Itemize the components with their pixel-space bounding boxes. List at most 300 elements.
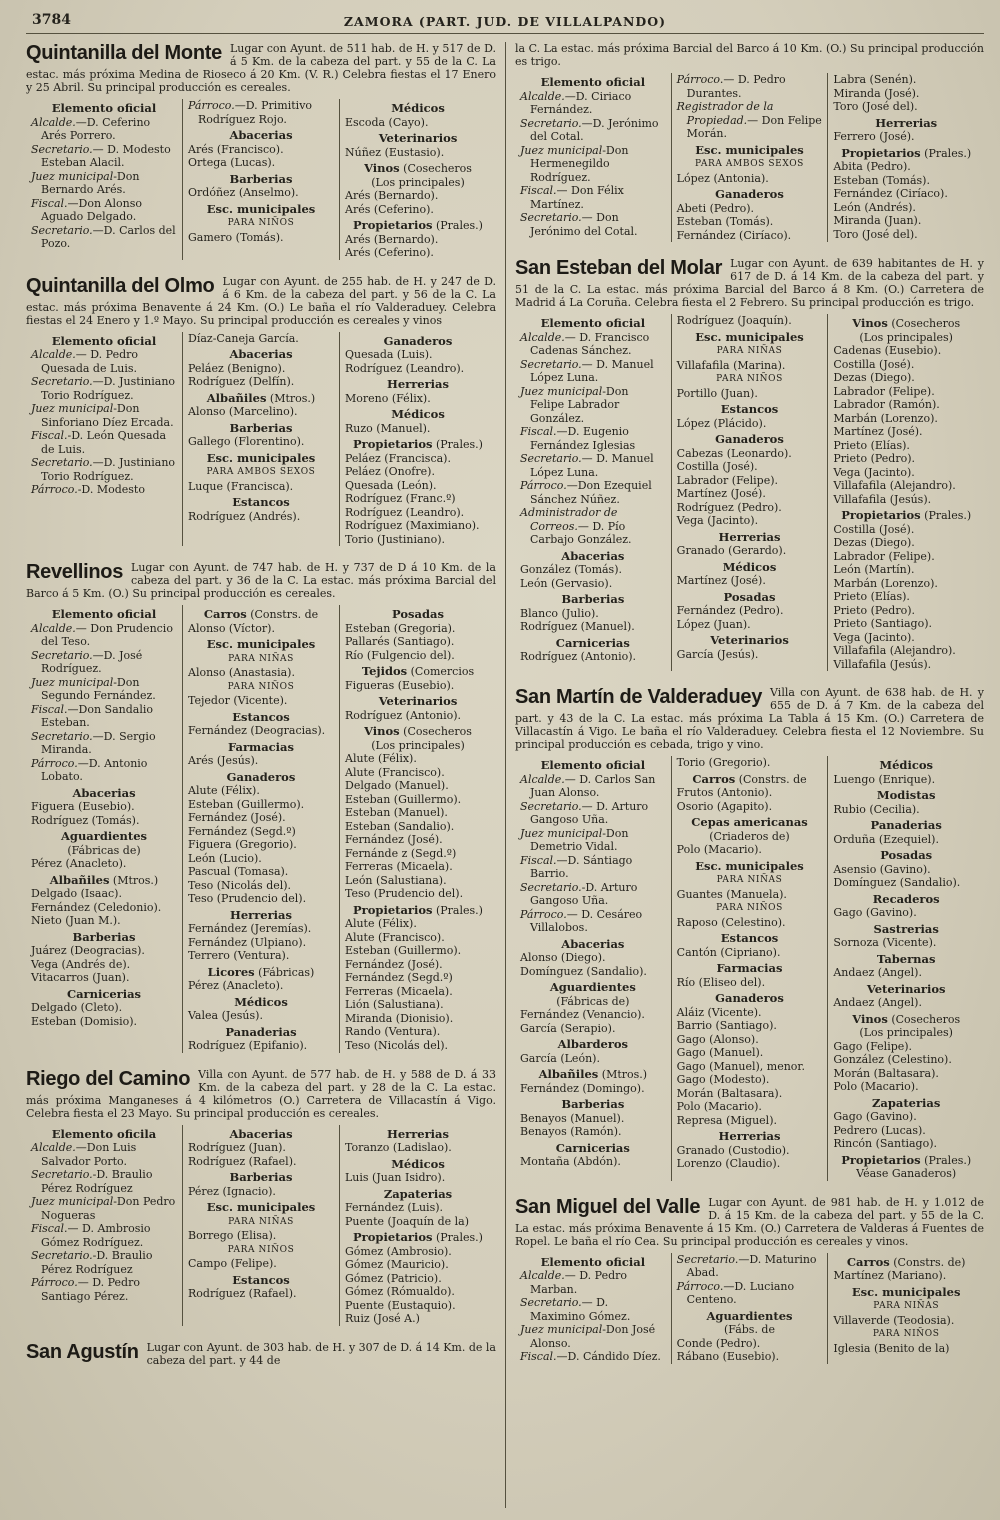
official-line: Secretario.— D. Maximino Gómez. bbox=[520, 1296, 631, 1323]
town-entry-head bbox=[26, 561, 496, 600]
subcategory-header: PARA NIÑOS bbox=[716, 903, 783, 913]
category-header: Barberias bbox=[561, 1097, 625, 1111]
name-line: Prieto (Elías). bbox=[833, 438, 910, 452]
name-line: Alute (Félix). bbox=[345, 752, 417, 765]
name-line: Fernández (José). bbox=[345, 833, 443, 846]
name-line: Ruzo (Manuel). bbox=[345, 421, 431, 435]
name-line: Esteban (Domisio). bbox=[31, 1014, 138, 1028]
name-line: Andaez (Angel). bbox=[833, 966, 922, 979]
category-header: Barberias bbox=[229, 171, 293, 186]
page-number: 3784 bbox=[32, 12, 71, 28]
category-header: Médicos bbox=[879, 758, 933, 772]
category-header: Herrerias bbox=[718, 529, 781, 544]
directory-column bbox=[827, 1253, 984, 1364]
name-line: Fernández (José). bbox=[345, 957, 443, 971]
name-line: Villafafila (Alejandro). bbox=[833, 479, 956, 492]
category-header: Carros (Constrs. de bbox=[203, 607, 319, 621]
name-line: Toro (José del). bbox=[833, 100, 918, 113]
category-header: Elemento oficial bbox=[51, 101, 157, 115]
town-entry bbox=[515, 257, 984, 671]
name-line: Pallarés (Santiago). bbox=[345, 635, 455, 648]
name-line: Delgado (Isaac). bbox=[31, 887, 122, 900]
category-header: Médicos bbox=[234, 994, 288, 1009]
name-line: Fernández (José). bbox=[188, 811, 286, 824]
name-line: Villafafila (Alejandro). bbox=[833, 644, 956, 657]
town-entry bbox=[26, 1068, 496, 1326]
name-line: Figuera (Gregorio). bbox=[188, 838, 297, 851]
subcategory-header: PARA NIÑOS bbox=[227, 218, 295, 228]
name-line: Rábano (Eusebio). bbox=[676, 1350, 780, 1363]
name-line: Gago (Gavino). bbox=[833, 1110, 917, 1123]
category-header: Cepas americanas bbox=[691, 815, 808, 829]
name-line: Esteban (Guillermo). bbox=[345, 944, 462, 957]
category-header: Abacerias bbox=[229, 1126, 293, 1141]
name-line: Raposo (Celestino). bbox=[676, 915, 786, 929]
category-header: Abacerias bbox=[229, 347, 293, 361]
town-entry-head bbox=[515, 1196, 984, 1248]
name-line: Pérez (Anacleto). bbox=[31, 857, 127, 870]
name-line: Morán (Baltasara). bbox=[833, 1066, 939, 1080]
subcategory-header: PARA NIÑOS bbox=[227, 1244, 295, 1255]
name-line: Granado (Custodio). bbox=[676, 1143, 790, 1157]
name-line: Rodríguez (Delfín). bbox=[188, 375, 295, 388]
category-header: Ganaderos bbox=[383, 333, 453, 348]
category-header: Veterinarios bbox=[710, 633, 789, 647]
name-line: Rodríguez (Antonio). bbox=[345, 708, 462, 722]
name-line: Ferreras (Micaela). bbox=[345, 860, 453, 873]
official-line: Alcalde.— D. Francisco Cadenas Sánchez. bbox=[520, 330, 650, 357]
name-line: Domínguez (Sandalio). bbox=[520, 964, 647, 978]
name-line: Peláez (Francisca). bbox=[345, 451, 451, 465]
official-line: Juez municipal-Don Segundo Fernández. bbox=[31, 675, 156, 702]
official-line: Secretario.—D. Sergio Miranda. bbox=[31, 729, 156, 756]
category-header: Vinos (Cosecheros bbox=[852, 1011, 961, 1026]
name-line: Rincón (Santiago). bbox=[833, 1137, 938, 1150]
category-header: Estancos bbox=[232, 1272, 290, 1287]
name-line: Costilla (José). bbox=[676, 460, 758, 473]
category-header: Licores (Fábricas) bbox=[207, 964, 315, 979]
official-line: Párroco.—D. Primitivo Rodríguez Rojo. bbox=[188, 99, 313, 126]
name-line: Delgado (Cleto). bbox=[31, 1001, 123, 1014]
category-header: Ganaderos bbox=[226, 769, 296, 784]
category-header: Aguardientes bbox=[549, 980, 636, 994]
directory-column bbox=[182, 332, 339, 547]
name-line: Martínez (Mariano). bbox=[833, 1269, 947, 1282]
directory-column bbox=[827, 73, 984, 242]
town-entry bbox=[26, 275, 496, 547]
category-header: Herrerias bbox=[875, 115, 938, 130]
category-header: Médicos bbox=[391, 1156, 445, 1171]
name-line: Alute (Francisco). bbox=[345, 765, 445, 779]
directory-column bbox=[671, 73, 828, 242]
name-line: Labrador (Ramón). bbox=[833, 398, 940, 411]
official-line: Secretario.— D. Manuel López Luna. bbox=[520, 357, 654, 384]
name-line: Rodríguez (Leandro). bbox=[345, 505, 465, 519]
name-line: Rodríguez (Franc.º) bbox=[345, 492, 456, 505]
name-line: Vitacarros (Juan). bbox=[31, 971, 130, 984]
category-header: Médicos bbox=[722, 559, 777, 574]
name-line: Miranda (Juan). bbox=[833, 214, 922, 227]
name-line: Cadenas (Eusebio). bbox=[833, 344, 942, 357]
category-header: Estancos bbox=[720, 402, 779, 416]
name-line: Toranzo (Ladislao). bbox=[345, 1141, 452, 1154]
name-line: Alonso (Marcelino). bbox=[188, 405, 298, 418]
official-line: Secretario.— D. Manuel López Luna. bbox=[520, 452, 654, 479]
official-line: Juez municipal-Don Felipe Labrador González. bbox=[520, 384, 629, 425]
name-line: Gómez (Rómualdo). bbox=[345, 1285, 455, 1298]
name-line: Gallego (Florentino). bbox=[188, 435, 305, 448]
name-line: Quesada (Luis). bbox=[345, 348, 433, 361]
category-header: Carros (Constrs. de) bbox=[846, 1254, 966, 1269]
category-header: Propietarios (Prales.) bbox=[353, 902, 483, 917]
subcategory-header: PARA NIÑOS bbox=[872, 1329, 940, 1339]
town-entry-head bbox=[26, 42, 496, 94]
official-line: Registrador de la Propiedad.— Don Felipe Morán. bbox=[676, 100, 822, 140]
category-header: Barberias bbox=[561, 592, 625, 606]
name-line: Esteban (Gregoria). bbox=[345, 621, 456, 635]
running-title: ZAMORA (PART. JUD. DE VILLALPANDO) bbox=[343, 14, 667, 29]
directory-table bbox=[26, 1125, 496, 1326]
town-intro: Villa con Ayunt. de 577 hab. de H. y 588 de D. á 33 Km. de la cabeza del part. y 28 de la C. La estac. más próxima Manganeses á 4 kilómetros (O.) Carretera de Villacastín á Vigo. Celebra fiesta el 23 Mayo. Su principal producción es cereales. bbox=[26, 1067, 496, 1120]
name-line: Arés (Bernardo). bbox=[345, 189, 439, 202]
category-header: Propietarios (Prales.) bbox=[841, 145, 972, 160]
directory-column bbox=[515, 756, 671, 1181]
official-line: Fiscal.-D. León Quesada de Luis. bbox=[31, 429, 167, 456]
name-line: Gómez (Mauricio). bbox=[345, 1258, 449, 1271]
category-header: Esc. municipales bbox=[206, 201, 316, 216]
category-header: Vinos (Cosecheros bbox=[364, 724, 472, 738]
category-header: Herrerias bbox=[387, 1126, 449, 1141]
official-line: Fiscal.—Don Sandalio Esteban. bbox=[31, 702, 153, 729]
name-line: Rodríguez (Joaquín). bbox=[676, 314, 792, 327]
official-line: Juez municipal-Don Sinforiano Díez Ercada. bbox=[31, 402, 174, 429]
category-header: Elemento oficial bbox=[540, 316, 646, 330]
note-line: (Fábricas de) bbox=[556, 994, 630, 1008]
name-line: Alute (Félix). bbox=[345, 917, 417, 930]
town-intro: Lugar con Ayunt. de 639 habitantes de H. y 617 de D. á 14 Km. de la cabeza del part. y 51 de la C. La estac. más próxima Barcial del Barco á 8 Km. (O.) Carretera de Madrid á La Coruña. Celebra fiesta el 2 Febrero. Su principal producción es trigo. bbox=[515, 257, 984, 309]
name-line: Labrador (Felipe). bbox=[676, 473, 779, 487]
name-line: Rodríguez (Manuel). bbox=[520, 620, 635, 633]
subcategory-header: PARA NIÑAS bbox=[228, 653, 294, 664]
name-line: Esteban (Guillermo). bbox=[188, 797, 305, 811]
name-line: Fernández (Segd.º) bbox=[188, 824, 296, 838]
name-line: Martínez (José). bbox=[676, 574, 766, 587]
official-line: Alcalde.—Don Luis Salvador Porto. bbox=[31, 1141, 137, 1168]
name-line: García (León). bbox=[520, 1051, 600, 1065]
note-line: (Los principales) bbox=[859, 330, 953, 344]
name-line: Benayos (Manuel). bbox=[520, 1111, 625, 1125]
category-header: Abacerias bbox=[229, 128, 293, 142]
name-line: Fernández (Venancio). bbox=[520, 1008, 645, 1021]
name-line: Gómez (Ambrosio). bbox=[345, 1244, 452, 1258]
name-line: Alonso (Diego). bbox=[520, 951, 606, 964]
town-intro: Villa con Ayunt. de 638 hab. de H. y 655 de D. á 7 Km. de la cabeza del part. y 43 de la C. La estac. más próxima La Tabla á 15 Km. (O.) Carretera de Villacastín á Vigo. Le baña el río Valderaduey. Celebra fiesta el 12 Noviembre. Su principal producción es cebada, trigo y vino. bbox=[515, 686, 984, 751]
category-header: Aguardientes bbox=[706, 1308, 793, 1323]
name-line: Rodríguez (Epifanio). bbox=[188, 1039, 308, 1052]
name-line: Juárez (Deogracias). bbox=[31, 944, 145, 957]
official-line: Secretario.-D. Arturo Gangoso Uña. bbox=[520, 880, 638, 907]
category-header: Farmacias bbox=[228, 739, 294, 754]
name-line: Gago (Manuel), menor. bbox=[676, 1059, 805, 1073]
directory-table bbox=[515, 73, 984, 242]
category-header: Propietarios (Prales.) bbox=[353, 1230, 483, 1244]
name-line: Iglesia (Benito de la) bbox=[833, 1341, 950, 1355]
name-line: Río (Fulgencio del). bbox=[345, 648, 455, 662]
category-header: Médicos bbox=[391, 407, 445, 421]
directory-column bbox=[182, 605, 339, 1053]
note-line: (Los principales) bbox=[859, 1026, 953, 1039]
official-line: Alcalde.— D. Pedro Marban. bbox=[520, 1269, 628, 1296]
note-line: (Fábs. de bbox=[724, 1323, 775, 1336]
name-line: Dezas (Diego). bbox=[833, 536, 915, 549]
name-line: Esteban (Sandalio). bbox=[345, 819, 455, 833]
note-line: (Fábricas de) bbox=[67, 843, 141, 857]
official-line: Juez municipal-Don Hermenegildo Rodríguez. bbox=[520, 143, 629, 184]
directory-column bbox=[671, 756, 828, 1181]
name-line: Gago (Alonso). bbox=[676, 1032, 759, 1046]
official-line: Juez municipal-Don José Alonso. bbox=[520, 1323, 656, 1350]
name-line: López (Juan). bbox=[676, 617, 751, 631]
name-line: Peláez (Benigno). bbox=[188, 361, 286, 375]
name-line: Luis (Juan Isidro). bbox=[345, 1171, 446, 1184]
category-header: Herrerias bbox=[718, 1129, 781, 1143]
name-line: Montaña (Abdón). bbox=[520, 1155, 621, 1168]
name-line: León (Salustiana). bbox=[345, 873, 447, 887]
name-line: Teso (Prudencio del). bbox=[345, 887, 464, 900]
category-header: Elemento oficial bbox=[540, 75, 646, 89]
category-header: Veterinarios bbox=[866, 981, 946, 996]
name-line: Escoda (Cayo). bbox=[345, 115, 429, 129]
name-line: Martínez (José). bbox=[833, 425, 923, 438]
category-header: Propietarios (Prales.) bbox=[353, 218, 483, 232]
category-header: Esc. municipales bbox=[206, 450, 316, 465]
name-line: Campo (Felipe). bbox=[188, 1257, 277, 1270]
name-line: Andaez (Angel). bbox=[833, 996, 922, 1009]
name-line: Polo (Macario). bbox=[676, 1100, 762, 1113]
official-line: Fiscal.—Don Alonso Aguado Delgado. bbox=[31, 196, 142, 223]
name-line: Fernández (Pedro). bbox=[676, 604, 784, 617]
subcategory-header: PARA NIÑAS bbox=[228, 1216, 294, 1227]
name-line: García (Jesús). bbox=[676, 647, 759, 661]
town-intro: la C. La estac. más próxima Barcial del Barco á 10 Km. (O.) Su principal producción es trigo. bbox=[515, 42, 984, 68]
town-intro: Lugar con Ayunt. de 255 hab. de H. y 247 de D. á 6 Km. de la cabeza del part. y 56 de la C. La estac. más próxima Benavente á 24 Km. (O.) Le baña el río Valderaduey. Celebra fiestas el 24 Enero y 1.º Mayo. Su principal producción es cereales y vinos bbox=[26, 274, 496, 327]
name-line: Peláez (Onofre). bbox=[345, 465, 435, 478]
name-line: Rodríguez (Pedro). bbox=[676, 500, 782, 514]
category-header: Zapaterias bbox=[383, 1186, 453, 1201]
name-line: Guantes (Manuela). bbox=[676, 887, 787, 901]
town-intro: Lugar con Ayunt. de 747 hab. de H. y 737 de D á 10 Km. de la cabeza del part. y 36 de la C. La estac. más próxima Barcial del Barco á 5 Km. (O.) Su principal producción es cereales. bbox=[26, 561, 496, 600]
name-line: Esteban (Tomás). bbox=[676, 215, 774, 228]
name-line: Villafafila (Jesús). bbox=[833, 657, 932, 671]
category-header: Panaderias bbox=[870, 818, 942, 832]
name-line: Puente (Eustaquio). bbox=[345, 1298, 456, 1312]
category-header: Carnicerias bbox=[555, 1140, 630, 1155]
official-line: Fiscal.— Don Félix Martínez. bbox=[520, 184, 624, 211]
name-line: Fernánde z (Segd.º) bbox=[345, 846, 457, 860]
official-line: Secretario.— D. Arturo Gangoso Uña. bbox=[520, 799, 649, 826]
name-line: Ordóñez (Anselmo). bbox=[188, 186, 299, 199]
name-line: Alonso (Anastasia). bbox=[188, 666, 295, 679]
category-header: Propietarios (Prales.) bbox=[841, 1152, 972, 1167]
category-header: Tabernas bbox=[876, 951, 936, 966]
name-line: Benayos (Ramón). bbox=[520, 1125, 622, 1138]
name-line: Esteban (Tomás). bbox=[833, 173, 930, 187]
name-line: Esteban (Manuel). bbox=[345, 806, 448, 819]
town-entry bbox=[515, 686, 984, 1181]
category-header: Barberias bbox=[229, 1170, 293, 1184]
name-line: Aláiz (Vicente). bbox=[676, 1005, 762, 1019]
category-header: Ganaderos bbox=[715, 432, 784, 446]
name-line: Gamero (Tomás). bbox=[188, 230, 284, 244]
town-entry bbox=[26, 42, 496, 260]
official-line: Juez municipal-Don Pedro Nogueras bbox=[31, 1195, 176, 1222]
category-header: Albarderos bbox=[557, 1037, 629, 1051]
category-header: Zapaterias bbox=[872, 1095, 941, 1110]
name-line: Rodríguez (Maximiano). bbox=[345, 519, 480, 532]
name-line: Prieto (Pedro). bbox=[833, 603, 915, 617]
note-line: (Los principales) bbox=[371, 738, 465, 752]
name-line: López (Plácido). bbox=[676, 416, 767, 430]
official-line: Alcalde.—D. Ciriaco Fernández. bbox=[520, 89, 632, 116]
name-line: Gago (Gavino). bbox=[833, 906, 917, 919]
name-line: Vega (Jacinto). bbox=[833, 465, 915, 479]
name-line: Nieto (Juan M.). bbox=[31, 914, 121, 927]
name-line: Lión (Salustiana). bbox=[345, 998, 444, 1011]
name-line: Dezas (Diego). bbox=[833, 371, 915, 384]
name-line: Ortega (Lucas). bbox=[188, 156, 276, 169]
subcategory-header: PARA NIÑAS bbox=[873, 1301, 940, 1311]
official-line: Párroco.—D. Luciano Centeno. bbox=[676, 1279, 795, 1306]
official-line: Secretario.—D. Maturino Abad. bbox=[676, 1252, 817, 1279]
name-line: Fernández (Celedonio). bbox=[31, 900, 162, 914]
official-line: Secretario.-D. Braulio Pérez Rodríguez bbox=[31, 1168, 153, 1195]
directory-column bbox=[26, 332, 182, 547]
category-header: Abacerias bbox=[561, 936, 625, 951]
name-line: Labrador (Felipe). bbox=[833, 384, 935, 398]
category-header: Esc. municipales bbox=[851, 1284, 961, 1299]
name-line: Prieto (Pedro). bbox=[833, 452, 915, 465]
official-line: Juez municipal-Don Bernardo Arés. bbox=[31, 169, 140, 196]
name-line: Alute (Francisco). bbox=[345, 930, 445, 944]
town-entry-head bbox=[26, 1341, 496, 1367]
category-header: Herrerias bbox=[387, 377, 449, 391]
name-line: Puente (Joaquín de la) bbox=[345, 1214, 470, 1228]
name-line: López (Antonia). bbox=[676, 171, 769, 185]
category-header: Posadas bbox=[880, 848, 933, 862]
name-line: León (Martín). bbox=[833, 563, 915, 576]
town-intro: Lugar con Ayunt. de 511 hab. de H. y 517 de D. á 5 Km. de la cabeza del part. y 55 de la C. La estac. más próxima Medina de Rioseco á 20 Km. (V. R.) Celebra fiestas el 17 Enero y 25 Abril. Su principal producción es cereales. bbox=[26, 42, 496, 94]
directory-table bbox=[515, 314, 984, 671]
directory-column bbox=[182, 1125, 339, 1326]
category-header: Posadas bbox=[723, 589, 776, 604]
official-line: Párroco.-D. Modesto bbox=[31, 483, 145, 496]
name-line: Torio (Gregorio). bbox=[676, 756, 771, 769]
category-header: Elemento oficial bbox=[51, 607, 157, 621]
page-body bbox=[26, 42, 984, 1508]
category-header: Esc. municipales bbox=[206, 637, 316, 651]
directory-column bbox=[26, 1125, 182, 1326]
official-line: Secretario.—D. Justiniano Torio Rodríguez. bbox=[31, 375, 176, 402]
name-line: Costilla (José). bbox=[833, 357, 915, 371]
name-line: Teso (Prudencio del). bbox=[188, 892, 307, 905]
name-line: Esteban (Guillermo). bbox=[345, 792, 462, 806]
name-line: Morán (Baltasara). bbox=[676, 1086, 783, 1100]
note-line: (Los principales) bbox=[371, 175, 465, 189]
category-header: Recaderos bbox=[872, 891, 940, 906]
name-line: Abita (Pedro). bbox=[833, 160, 911, 173]
category-header: Médicos bbox=[391, 101, 445, 115]
directory-column bbox=[339, 99, 496, 260]
name-line: Gómez (Patricio). bbox=[345, 1271, 442, 1285]
name-line: Figueras (Eusebio). bbox=[345, 678, 455, 692]
name-line: Río (Eliseo del). bbox=[676, 975, 766, 989]
directory-column bbox=[515, 314, 671, 671]
name-line: Gago (Modesto). bbox=[676, 1073, 770, 1086]
note-line: Véase Ganaderos) bbox=[856, 1167, 957, 1180]
name-line: Polo (Macario). bbox=[676, 843, 762, 856]
name-line: Granado (Gerardo). bbox=[676, 544, 787, 557]
official-line: Párroco.—Don Ezequiel Sánchez Núñez. bbox=[520, 479, 652, 506]
official-line: Secretario.— D. Modesto Esteban Alacil. bbox=[31, 142, 171, 169]
official-line: Párroco.— D. Cesáreo Villalobos. bbox=[520, 907, 643, 934]
town-name: San Miguel del Valle bbox=[515, 1195, 701, 1218]
name-line: Sornoza (Vicente). bbox=[833, 936, 937, 949]
name-line: Quesada (León). bbox=[345, 478, 437, 492]
category-header: Esc. municipales bbox=[695, 329, 804, 344]
category-header: Sastrerias bbox=[873, 921, 939, 936]
name-line: Domínguez (Sandalio). bbox=[833, 876, 961, 889]
name-line: León (Lucio). bbox=[188, 851, 262, 865]
name-line: Alute (Félix). bbox=[188, 784, 260, 797]
name-line: Villaverde (Teodosia). bbox=[833, 1313, 955, 1327]
category-header: Modistas bbox=[876, 788, 936, 802]
official-line: Fiscal.—D. Cándido Díez. bbox=[520, 1350, 661, 1363]
official-line: Secretario.—D. Carlos del Pozo. bbox=[31, 223, 176, 250]
category-header: Abacerias bbox=[72, 785, 136, 800]
directory-column bbox=[671, 314, 828, 671]
name-line: Rodríguez (Juan). bbox=[188, 1141, 286, 1154]
town-name: Quintanilla del Olmo bbox=[26, 274, 215, 297]
official-line: Párroco.— D. Pedro Durantes. bbox=[676, 73, 786, 100]
category-header: Veterinarios bbox=[378, 131, 458, 145]
category-header: Barberias bbox=[72, 929, 136, 944]
directory-table bbox=[515, 1253, 984, 1364]
official-line: Administrador de Correos.— D. Pío Carbajo González. bbox=[520, 506, 632, 546]
category-header: Ganaderos bbox=[715, 991, 784, 1005]
town-entry bbox=[26, 561, 496, 1053]
category-header: Carnicerias bbox=[66, 986, 142, 1001]
name-line: Labra (Senén). bbox=[833, 73, 917, 86]
official-line: Fiscal.—D. Eugenio Fernández Iglesias bbox=[520, 425, 636, 452]
category-header: Tejidos (Comercios bbox=[361, 664, 475, 678]
town-name: San Esteban del Molar bbox=[515, 257, 723, 279]
directory-table bbox=[515, 756, 984, 1181]
town-intro: Lugar con Ayunt. de 303 hab. de H. y 307 de D. á 14 Km. de la cabeza del part. y 44 de bbox=[146, 1340, 496, 1367]
name-line: Miranda (José). bbox=[833, 86, 920, 100]
subcategory-header: PARA NIÑAS bbox=[716, 875, 783, 885]
name-line: Rodríguez (Rafael). bbox=[188, 1287, 297, 1300]
category-header: Esc. municipales bbox=[695, 142, 804, 157]
name-line: León (Andrés). bbox=[833, 200, 916, 214]
town-entry bbox=[515, 1196, 984, 1364]
name-line: Marbán (Lorenzo). bbox=[833, 576, 938, 590]
town-name: Quintanilla del Monte bbox=[26, 42, 222, 64]
subcategory-header: PARA AMBOS SEXOS bbox=[695, 159, 804, 169]
category-header: Elemento oficila bbox=[51, 1126, 157, 1141]
category-header: Posadas bbox=[392, 607, 444, 621]
town-name: Riego del Camino bbox=[26, 1067, 191, 1090]
name-line: Portillo (Juan). bbox=[676, 386, 758, 400]
